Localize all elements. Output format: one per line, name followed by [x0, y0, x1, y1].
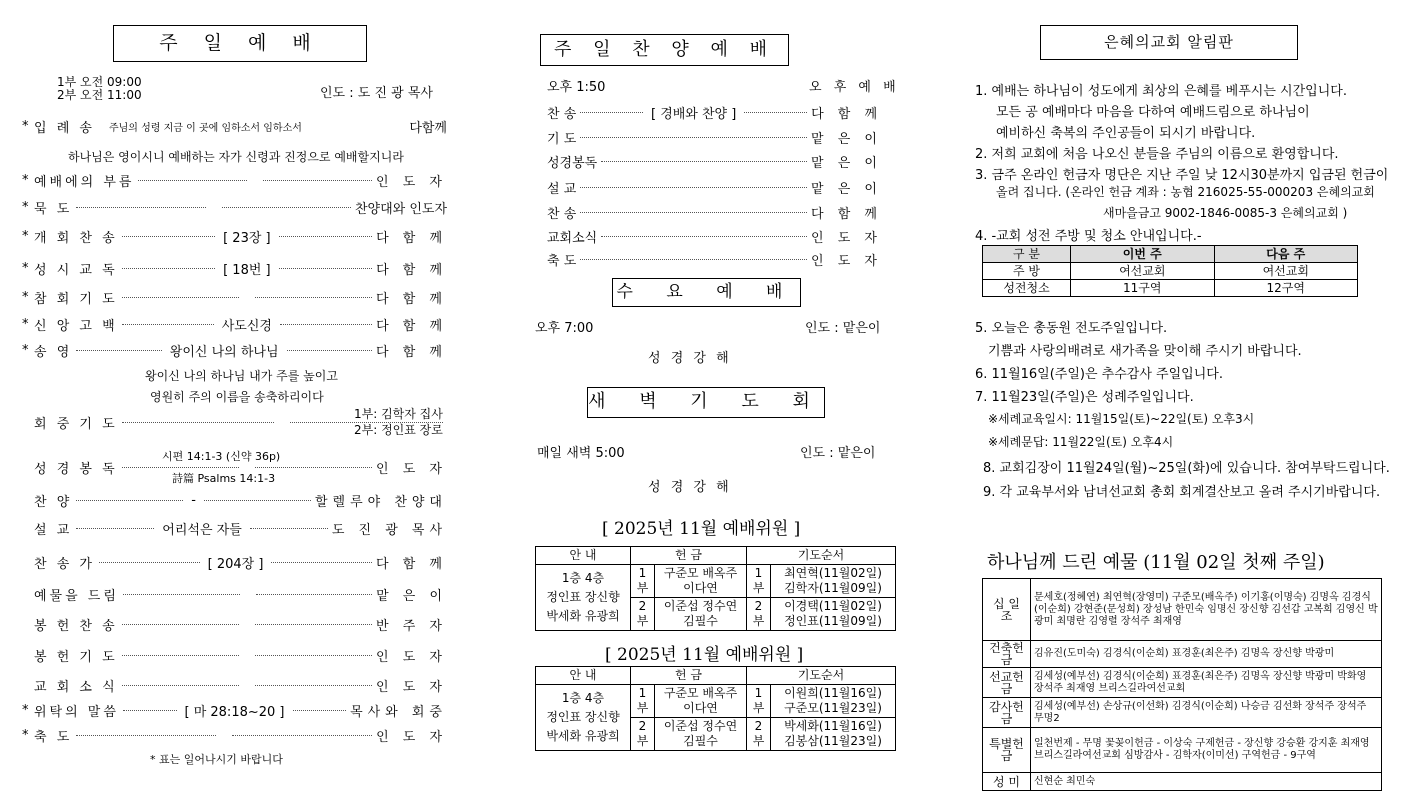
praise-item-leader: 인 도 자 [811, 230, 882, 246]
scripture-2: 詩篇 Psalms 14:1-3 [172, 472, 276, 485]
worship-item-leader: 다 함 께 [376, 230, 448, 246]
stand-marker: * [22, 228, 29, 244]
worship-item [22, 490, 447, 510]
offering-title: 하나님께 드린 예물 (11월 02일 첫째 주일) [987, 552, 1325, 573]
worship-item [22, 314, 447, 334]
notice-line: 새마을금고 9002-1846-0085-3 은혜의교회 ) [1103, 206, 1348, 220]
worship-item [22, 584, 447, 604]
worship-item-label: 축 도 [34, 729, 73, 745]
notice-line: 올려 집니다. (온라인 헌금 계좌 : 농협 216025-55-000203 은혜의교회 [996, 185, 1375, 199]
praise-item-detail: [ 경배와 찬양 ] [650, 106, 737, 122]
wed-leader: 인도 : 맡은이 [805, 321, 881, 336]
wed-time: 오후 7:00 [535, 321, 594, 336]
praise-item [547, 102, 882, 122]
worship-item-detail: [ 18번 ] [223, 262, 271, 278]
worship-item-label: 개 회 찬 송 [34, 230, 118, 246]
worship-item-label: 설 교 [34, 522, 73, 538]
worship-item-detail: 사도신경 [221, 318, 272, 334]
notice-line: 모든 공 예배마다 마음을 다하여 예배드림으로 하나님이 [996, 105, 1310, 120]
notice-line: 6. 11월16일(주일)은 추수감사 주일입니다. [975, 367, 1223, 382]
praise-item-leader: 맡 은 이 [811, 131, 882, 147]
cleaning-table: 구 분 이번 주 다음 주 주 방 여선교회 여선교회 성전청소 11구역 12구역 [982, 245, 1358, 297]
worship-item-leader: 반 주 자 [376, 618, 447, 634]
leader: 인도 : 도 진 광 목사 [320, 86, 433, 101]
notice-line: 5. 오늘은 총동원 전도주일입니다. [975, 321, 1168, 336]
notice-line: 예비하신 축복의 주인공들이 되시기 바랍니다. [996, 126, 1256, 141]
middle-title: 주 일 찬 양 예 배 [540, 34, 789, 66]
stand-marker: * [22, 342, 29, 358]
worship-item [22, 197, 447, 217]
worship-item-label: 성 경 봉 독 [34, 461, 118, 477]
praise-item-label: 교회소식 [547, 230, 598, 246]
worship-item-detail: [ 23장 ] [223, 230, 271, 246]
dawn-title: 새 벽 기 도 회 [587, 387, 825, 418]
praise-item [547, 202, 882, 222]
stand-marker: * [22, 289, 29, 305]
praise-item-label: 설 교 [547, 181, 577, 197]
worship-item-detail: - [191, 492, 196, 508]
worship-item-leader: 찬양대와 인도자 [354, 201, 448, 217]
doxology-line-2: 영원히 주의 이름을 송축하리이다 [150, 390, 324, 404]
worship-item [22, 645, 447, 665]
praise-item [547, 249, 882, 269]
worship-item [22, 258, 447, 278]
worship-item-label: 봉 헌 기 도 [34, 649, 118, 665]
right-title: 은혜의교회 알림판 [1040, 25, 1298, 60]
wed-title: 수 요 예 배 [612, 278, 801, 307]
worship-item [22, 552, 447, 572]
worship-item-leader: 다함께 [409, 120, 447, 136]
worship-item [22, 170, 447, 190]
praise-item-label: 성경봉독 [547, 155, 598, 171]
stand-marker: * [22, 702, 29, 718]
time-1: 1부 오전 09:00 [57, 75, 142, 89]
worship-item-label: 신 앙 고 백 [34, 318, 118, 334]
worship-item-label: 묵 도 [34, 201, 73, 217]
praise-item [547, 177, 882, 197]
prayer-2: 2부: 정인표 장로 [354, 423, 443, 437]
worship-item-label: 예배에의 부름 [34, 174, 135, 190]
worship-item-detail: 주님의 성령 지금 이 곳에 임하소서 임하소서 [108, 122, 302, 134]
worship-item-label: 봉 헌 찬 송 [34, 618, 118, 634]
worship-item-leader: 목사와 회중 [350, 704, 447, 720]
entrance-verse: 하나님은 영이시니 예배하는 자가 신령과 진정으로 예배할지니라 [68, 150, 404, 164]
praise-item-leader: 인 도 자 [811, 253, 882, 269]
worship-item [22, 287, 447, 307]
worship-item-leader: 인 도 자 [376, 174, 447, 190]
notice-line: ※세례문답: 11월22일(토) 오후4시 [988, 435, 1174, 449]
notice-line: 3. 금주 온라인 헌금자 명단은 지난 주일 낮 12시30분까지 입금된 헌금이 [975, 168, 1389, 183]
footnote: * 표는 일어나시기 바랍니다 [150, 753, 283, 766]
schedule-2-title: [ 2025년 11월 예배위원 ] [605, 645, 804, 665]
worship-item-label: 성 시 교 독 [34, 262, 118, 278]
worship-item-leader: 할렐루야 찬양대 [314, 494, 447, 510]
worship-item-label: 위탁의 말씀 [34, 704, 119, 720]
worship-item [22, 700, 447, 720]
worship-item-detail: 왕이신 나의 하나님 [169, 344, 279, 360]
worship-item-leader: 인 도 자 [376, 649, 447, 665]
praise-item [547, 226, 882, 246]
worship-item-label: 찬 양 [34, 494, 73, 510]
worship-item-leader: 다 함 께 [376, 291, 447, 307]
worship-item-leader: 맡 은 이 [376, 588, 448, 604]
prayer-1: 1부: 김학자 집사 [354, 407, 443, 421]
praise-item [547, 151, 882, 171]
notice-line: 2. 저희 교회에 처음 나오신 분들을 주님의 이름으로 환영합니다. [975, 147, 1339, 162]
notice-line: 기쁨과 사랑의배려로 새가족을 맞이해 주시기 바랍니다. [988, 344, 1302, 359]
worship-item-leader: 다 함 께 [376, 556, 447, 572]
worship-item-label: 회 중 기 도 [34, 416, 118, 432]
worship-item-leader: 인 도 자 [376, 679, 447, 695]
worship-item [22, 340, 447, 360]
stand-marker: * [22, 199, 29, 215]
worship-item-label: 송 영 [34, 344, 73, 360]
worship-item [22, 518, 447, 538]
praise-item-label: 찬 송 [547, 206, 577, 222]
worship-item-label: 찬 송 가 [34, 556, 95, 572]
notice-line: 7. 11월23일(주일)은 성례주일입니다. [975, 390, 1194, 405]
doxology-line-1: 왕이신 나의 하나님 내가 주를 높이고 [145, 369, 338, 383]
left-title: 주 일 예 배 [113, 25, 367, 62]
praise-item-leader: 맡 은 이 [811, 181, 882, 197]
dawn-time: 매일 새벽 5:00 [537, 446, 625, 461]
worship-item-leader: 도 진 광 목사 [331, 522, 448, 538]
notice-line: 9. 각 교육부서와 남녀선교회 총회 회계결산보고 올려 주시기바랍니다. [983, 485, 1381, 500]
stand-marker: * [22, 316, 29, 332]
stand-marker: * [22, 172, 29, 188]
scripture-1: 시편 14:1-3 (신약 36p) [162, 450, 281, 463]
worship-item-leader: 인 도 자 [376, 461, 447, 477]
schedule-1-title: [ 2025년 11월 예배위원 ] [602, 519, 801, 539]
schedule-2-table: 안 내 헌 금 기도순서 1층 4층 정인표 장신향 박세화 유광희 1부 구준모 배옥주 이다연 1부 이원희(11월16일) 구준모(11월23일) 2부 이준섭 정수연 김필수 2부 박세화(11월16일) 김봉삼(11월23일) [535, 666, 896, 751]
praise-item-label: 찬 송 [547, 106, 577, 122]
praise-item-leader: 다 함 께 [811, 206, 882, 222]
offering-table: 십 일 조 문세호(정혜연) 최연혁(장영미) 구준모(배옥주) 이기홍(이명숙) 김명옥 김경식(이순희) 강현준(문성희) 장성남 한민숙 임명신 장신향 김선갑 고복희 김영신 박광미 최명란 김영렬 장석주 최재영 건축헌금 김유진(도미숙) 김경식(이순희) 표경훈(최은주) 김명옥 장신향 박광미 선교헌금 김세성(예부선) 김경식(이순희) 표경훈(최은주) 김명옥 장신향 박광미 박화영 장석주 최재영 브리스길라여선교회 감사헌금 김세성(예부선) 손상규(이선화) 김경식(이순희) 나승금 김선화 장석주 장석주 무명2 특별헌금 일천번제 - 무명 꽃꽂이헌금 - 이상숙 구제헌금 - 장신향 강승환 강지훈 최재영 브리스길라여선교회 심방감사 - 김학자(이미선) 구역헌금 - 9구역 성 미 신현순 최민숙 [982, 578, 1382, 791]
praise-item-label: 기 도 [547, 131, 577, 147]
praise-item-leader: 맡 은 이 [811, 155, 882, 171]
dawn-leader: 인도 : 맡은이 [800, 446, 876, 461]
worship-item-leader: 다 함 께 [376, 262, 448, 278]
stand-marker: * [22, 260, 29, 276]
worship-item [22, 116, 447, 136]
worship-item [22, 725, 447, 745]
praise-item-label: 축 도 [547, 253, 577, 269]
stand-marker: * [22, 118, 29, 134]
worship-item [22, 226, 447, 246]
praise-item [547, 127, 882, 147]
schedule-1-table: 안 내 헌 금 기도순서 1층 4층 정인표 장신향 박세화 유광희 1부 구준모 배옥주 이다연 1부 최연혁(11월02일) 김학자(11월09일) 2부 이준섭 정수연 김필수 2부 이경택(11월02일) 정인표(11월09일) [535, 546, 896, 631]
praise-item-leader: 다 함 께 [811, 106, 883, 122]
worship-item-label: 교 회 소 식 [34, 679, 118, 695]
notice-line: ※세례교육일시: 11월15일(토)~22일(토) 오후3시 [988, 412, 1255, 426]
worship-item [22, 675, 447, 695]
worship-item-detail: [ 마 28:18~20 ] [184, 704, 285, 720]
worship-item-detail: [ 204장 ] [207, 556, 264, 572]
worship-item [22, 614, 447, 634]
worship-item-leader: 다 함 께 [376, 318, 448, 334]
time-2: 2부 오전 11:00 [57, 88, 142, 102]
worship-item-leader: 인 도 자 [376, 729, 448, 745]
notice-line: 8. 교회김장이 11월24일(월)~25일(화)에 있습니다. 참여부탁드립니다. [983, 461, 1390, 476]
notice-line: 1. 예배는 하나님이 성도에게 최상의 은혜를 베푸시는 시간입니다. [975, 84, 1347, 99]
worship-item-leader: 다 함 께 [376, 344, 447, 360]
worship-item-label: 입 례 송 [34, 120, 95, 136]
worship-item-label: 참 회 기 도 [34, 291, 118, 307]
dawn-sub: 성 경 강 해 [648, 480, 732, 495]
notice-line: 4. -교회 성전 주방 및 청소 안내입니다.- [975, 229, 1202, 244]
worship-item-detail: 어리석은 자들 [162, 522, 242, 538]
wed-sub: 성 경 강 해 [648, 351, 732, 366]
stand-marker: * [22, 727, 29, 743]
praise-label: 오 후 예 배 [809, 80, 900, 95]
praise-time: 오후 1:50 [547, 80, 606, 95]
worship-item-label: 예물을 드림 [34, 588, 119, 604]
